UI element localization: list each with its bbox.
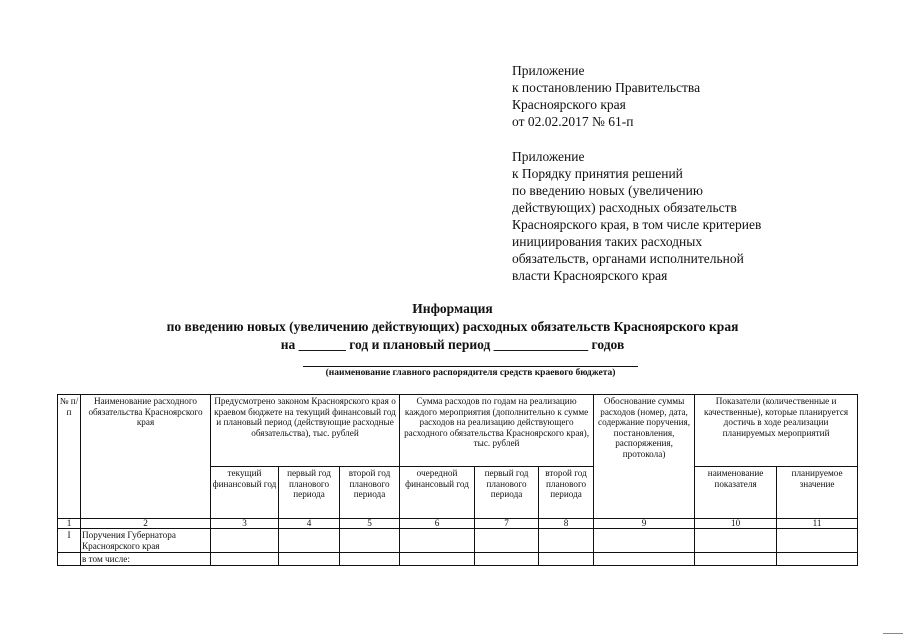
table-row xyxy=(58,553,858,566)
header-law-provided: Предусмотрено законом Красноярского края о краевом бюджете на текущий финансовый год и плановый период (действующие расходные обязательства), тыс. рублей xyxy=(211,395,400,467)
distributor-caption: (наименование главного распорядителя средств краевого бюджета) xyxy=(303,366,638,378)
header-indicator-value: планируемое значение xyxy=(777,467,858,519)
row-obligation-name: в том числе: xyxy=(81,553,211,566)
column-number-cell: 10 xyxy=(695,519,777,529)
procedure-appendix-header xyxy=(512,148,761,284)
header-sum-next-year: очередной финансовый год xyxy=(400,467,475,519)
column-number-cell: 1 xyxy=(58,519,81,529)
empty-cell xyxy=(594,529,695,553)
header-obligation-name: Наименование расходного обязательства Красноярского края xyxy=(81,395,211,519)
appendix-line: к постановлению Правительства xyxy=(512,80,701,95)
empty-cell xyxy=(475,529,539,553)
row-obligation-name: Поручения Губернатора Красноярского края xyxy=(81,529,211,553)
empty-cell xyxy=(777,529,858,553)
column-number-cell: 2 xyxy=(81,519,211,529)
appendix-line: к Порядку принятия решений xyxy=(512,166,683,181)
header-law-current-year: текущий финансовый год xyxy=(211,467,279,519)
header-law-second-plan-year: второй год планового периода xyxy=(340,467,400,519)
appendix-line: действующих) расходных обязательств xyxy=(512,200,737,215)
document-period-line: на _______ год и плановый период ______________ годов xyxy=(280,337,625,352)
empty-cell xyxy=(475,553,539,566)
appendix-line: Приложение xyxy=(512,63,585,78)
appendix-line: обязательств, органами исполнительной xyxy=(512,251,744,266)
row-number: I xyxy=(58,529,81,553)
header-indicator-name: наименование показателя xyxy=(695,467,777,519)
column-number-cell: 11 xyxy=(777,519,858,529)
header-sum-first-plan-year: первый год планового периода xyxy=(475,467,539,519)
empty-cell xyxy=(539,529,594,553)
header-justification: Обоснование суммы расходов (номер, дата, содержание поручения, постановления, распоряжения, протокола) xyxy=(594,395,695,519)
column-number-cell: 5 xyxy=(340,519,400,529)
column-number-cell: 7 xyxy=(475,519,539,529)
empty-cell xyxy=(340,529,400,553)
column-number-cell: 4 xyxy=(279,519,340,529)
obligations-table xyxy=(57,394,858,566)
header-law-first-plan-year: первый год планового периода xyxy=(279,467,340,519)
empty-cell xyxy=(594,553,695,566)
empty-cell xyxy=(539,553,594,566)
column-number-cell: 3 xyxy=(211,519,279,529)
column-number-cell: 9 xyxy=(594,519,695,529)
appendix-line: Красноярского края xyxy=(512,97,626,112)
empty-cell xyxy=(340,553,400,566)
table-row xyxy=(58,529,858,553)
empty-cell xyxy=(279,529,340,553)
header-sum-second-plan-year: второй год планового периода xyxy=(539,467,594,519)
empty-cell xyxy=(695,553,777,566)
empty-cell xyxy=(400,553,475,566)
appendix-line: инициирования таких расходных xyxy=(512,234,703,249)
empty-cell xyxy=(777,553,858,566)
header-indicators: Показатели (количественные и качественные), которые планируется достичь в ходе реализации планируемых мероприятий xyxy=(695,395,858,467)
scan-edge-mark xyxy=(883,633,903,634)
empty-cell xyxy=(279,553,340,566)
empty-cell xyxy=(211,553,279,566)
government-appendix-header xyxy=(512,62,700,130)
empty-cell xyxy=(211,529,279,553)
header-number: № п/п xyxy=(58,395,81,519)
empty-cell xyxy=(695,529,777,553)
column-number-cell: 8 xyxy=(539,519,594,529)
document-subtitle: по введению новых (увеличению действующих) расходных обязательств Красноярского края xyxy=(166,319,739,334)
appendix-line: власти Красноярского края xyxy=(512,268,668,283)
appendix-line: Приложение xyxy=(512,149,585,164)
appendix-line: Красноярского края, в том числе критериев xyxy=(512,217,762,232)
document-title: Информация xyxy=(412,301,493,316)
appendix-line: по введению новых (увеличению xyxy=(512,183,703,198)
row-number xyxy=(58,553,81,566)
header-expense-sum: Сумма расходов по годам на реализацию каждого мероприятия (дополнительно к сумме расходов на реализацию действующего расходного обязательства Красноярского края), тыс. рублей xyxy=(400,395,594,467)
empty-cell xyxy=(400,529,475,553)
column-number-cell: 6 xyxy=(400,519,475,529)
appendix-line: от 02.02.2017 № 61-п xyxy=(512,114,634,129)
